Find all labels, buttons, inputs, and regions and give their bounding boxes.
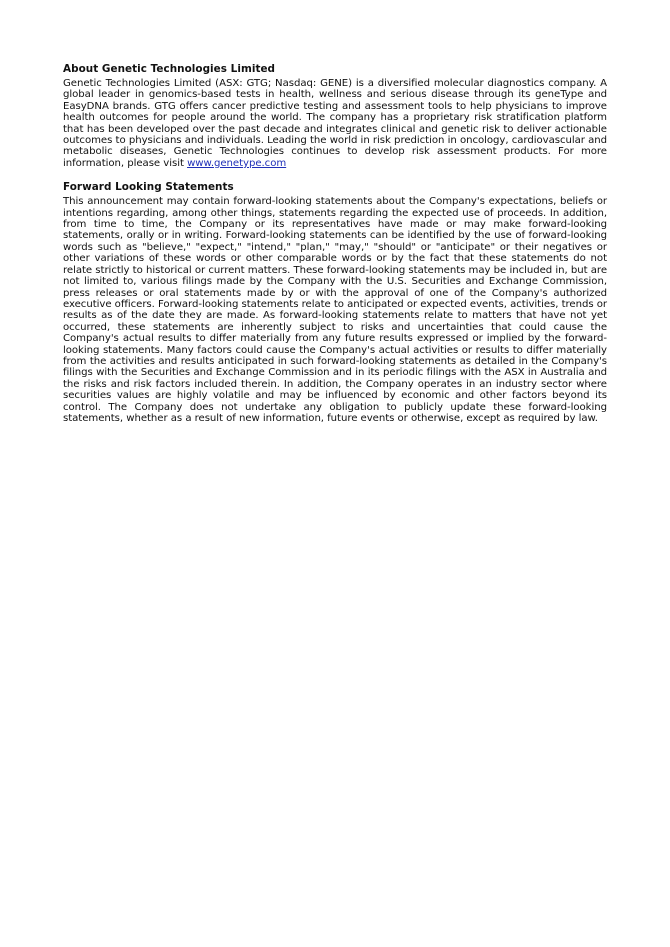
- about-paragraph: [63, 78, 607, 169]
- forward-looking-section: [63, 181, 607, 424]
- about-section: [63, 63, 607, 169]
- about-body-text: Genetic Technologies Limited (ASX: GTG; Nasdaq: GENE) is a diversified molecular diagnostics company. A global leader in genomics-based tests in health, wellness and serious disease through its geneType and EasyDNA brands. GTG offers cancer predictive testing and assessment tools to help physicians to improve health outcomes for people around the world. The company has a proprietary risk stratification platform that has been developed over the past decade and integrates clinical and genetic risk to deliver actionable outcomes to physicians and individuals. Leading the world in risk prediction in oncology, cardiovascular and metabolic diseases, Genetic Technologies continues to develop risk assessment products. For more information, please visit: [63, 78, 607, 169]
- document-page: [63, 63, 607, 436]
- about-heading: About Genetic Technologies Limited: [63, 63, 276, 75]
- forward-looking-heading: Forward Looking Statements: [63, 181, 234, 194]
- forward-looking-paragraph: This announcement may contain forward-looking statements about the Company's expectations, beliefs or intentions regarding, among other things, statements regarding the expected use of proceeds. In addition, from time to time, the Company or its representatives have made or may make forward-looking statements, orally or in writing. Forward-looking statements can be identified by the use of forward-looking words such as "believe," "expect," "intend," "plan," "may," "should" or "anticipate" or their negatives or other variations of these words or other comparable words or by the fact that these statements do not relate strictly to historical or current matters. These forward-looking statements may be included in, but are not limited to, various filings made by the Company with the U.S. Securities and Exchange Commission, press releases or oral statements made by or with the approval of one of the Company's authorized executive officers. Forward-looking statements relate to anticipated or expected events, activities, trends or results as of the date they are made. As forward-looking statements relate to matters that have not yet occurred, these statements are inherently subject to risks and uncertainties that could cause the Company's actual results to differ materially from any future results expressed or implied by the forward-looking statements. Many factors could cause the Company's actual activities or results to differ materially from the activities and results anticipated in such forward-looking statements as detailed in the Company's filings with the Securities and Exchange Commission and in its periodic filings with the ASX in Australia and the risks and risk factors included therein. In addition, the Company operates in an industry sector where securities values are highly volatile and may be influenced by economic and other factors beyond its control. The Company does not undertake any obligation to publicly update these forward-looking statements, whether as a result of new information, future events or otherwise, except as required by law.: [63, 196, 607, 424]
- genetype-website-link[interactable]: www.genetype.com: [187, 157, 287, 169]
